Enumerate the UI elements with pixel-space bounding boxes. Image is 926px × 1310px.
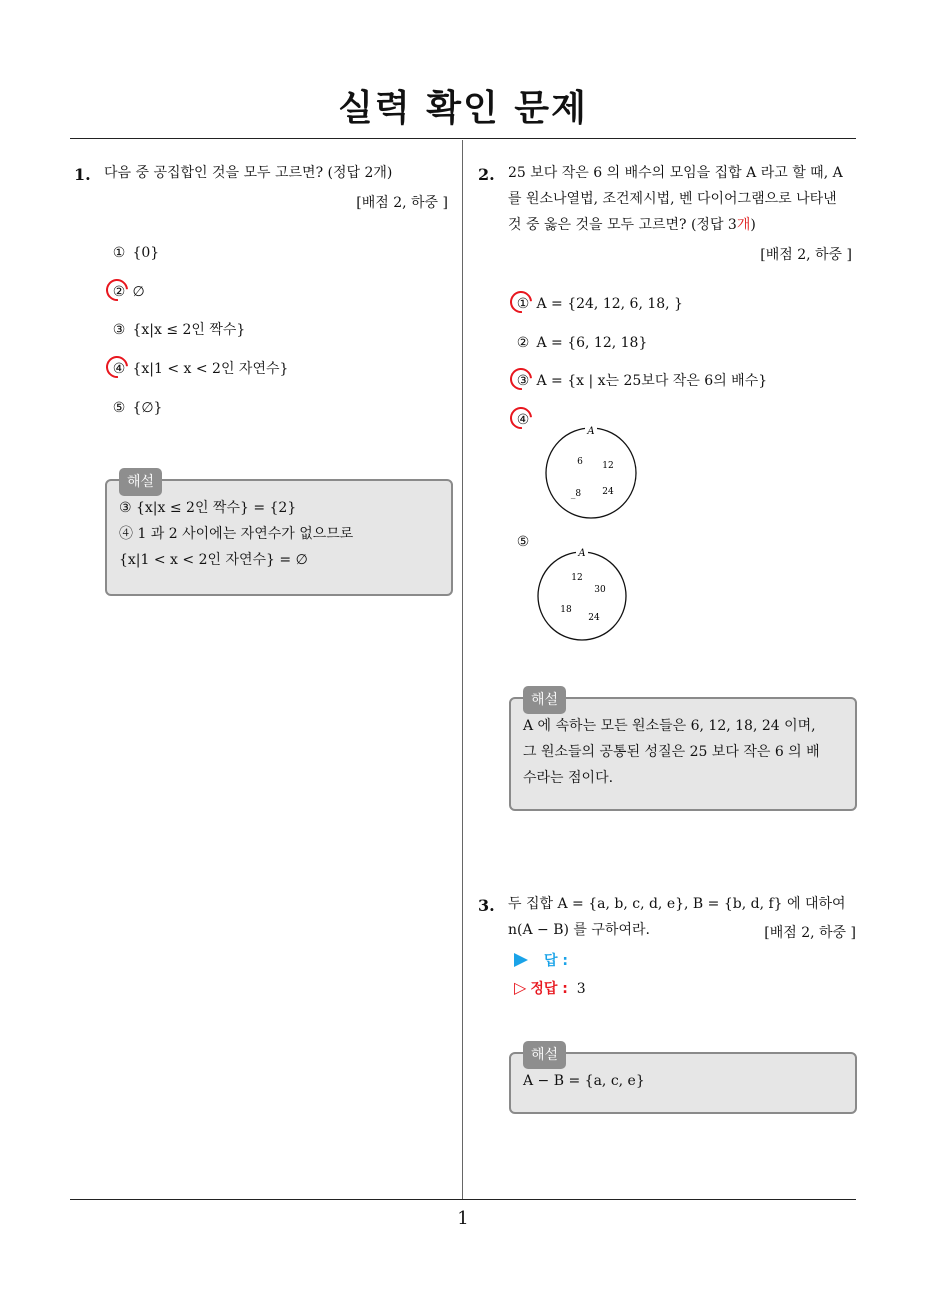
explanation-line: {x|1 < x < 2인 자연수} = ∅ [119, 552, 308, 568]
venn-element: 12 [571, 573, 583, 583]
venn-label: A [578, 548, 586, 559]
option-text: {0} [132, 245, 160, 261]
option-text: A = {6, 12, 18} [536, 335, 648, 351]
q3-meta: [배점 2, 하중 ] [764, 925, 856, 941]
q3-answer-row[interactable] [514, 950, 568, 970]
option-text: ∅ [132, 284, 145, 300]
q3-explanation-box [509, 1047, 857, 1114]
column-divider [462, 140, 463, 1199]
venn-element: 30 [594, 585, 606, 595]
selected-circle-icon [506, 364, 537, 395]
venn-circle [538, 552, 626, 640]
header-rule [70, 138, 856, 139]
choice-mark: ② [516, 335, 530, 351]
q2-option-5[interactable] [514, 532, 532, 552]
explanation-tag: 해설 [523, 1041, 566, 1069]
venn-element: 24 [588, 613, 600, 623]
q2-option-2[interactable] [514, 333, 647, 353]
correct-label: 정답 : [530, 981, 568, 997]
q2-number: 2. [478, 165, 495, 184]
q3-text: 두 집합 A = {a, b, c, d, e}, B = {b, d, f} 에 대하여 n(A − B) 를 구하여라. [508, 896, 846, 938]
outline-triangle-icon: ▷ [514, 978, 527, 997]
explanation-line: A 에 속하는 모든 원소들은 6, 12, 18, 24 이며, [523, 718, 816, 734]
page-number: 1 [457, 1208, 469, 1229]
choice-mark: ① [112, 245, 126, 261]
q2-venn-diagram-4 [540, 422, 644, 524]
choice-mark: ③ [112, 322, 126, 338]
q2-venn-diagram-5 [532, 544, 632, 644]
explanation-line: A − B = {a, c, e} [523, 1073, 645, 1089]
q1-option-4[interactable] [110, 359, 288, 379]
selected-circle-icon [102, 352, 133, 383]
choice-mark: ⑤ [112, 400, 126, 416]
q1-number: 1. [74, 165, 91, 184]
choice-mark: ① [514, 294, 532, 314]
venn-element: 12 [602, 461, 614, 471]
q2-text: 25 보다 작은 6 의 배수의 모임을 집합 A 라고 할 때, A 를 원소나열법, 조건제시법, 벤 다이어그램으로 나타낸 것 중 옳은 것을 모두 고르면? (정답 3개) [508, 165, 843, 233]
venn-element: _8 [570, 489, 582, 499]
q1-text: 다음 중 공집합인 것을 모두 고르면? (정답 2개) [104, 165, 393, 181]
choice-mark: ③ [514, 371, 532, 391]
q1-explanation-box [105, 474, 453, 596]
correct-value: 3 [576, 981, 586, 997]
q3-number: 3. [478, 896, 495, 915]
q2-option-1[interactable] [514, 294, 683, 314]
q3-correct-row [514, 978, 586, 998]
explanation-line: ④ 1 과 2 사이에는 자연수가 없으므로 [119, 526, 354, 542]
venn-element: 24 [602, 487, 614, 497]
option-text: {∅} [132, 400, 163, 416]
option-text: A = {24, 12, 6, 18, } [536, 296, 683, 312]
q1-option-3[interactable] [110, 320, 245, 340]
choice-mark: ④ [110, 359, 128, 379]
explanation-line: 그 원소들의 공통된 성질은 25 보다 작은 6 의 배 [523, 744, 820, 760]
explanation-tag: 해설 [523, 686, 566, 714]
q2-explanation-box [509, 692, 857, 811]
footer-rule [70, 1199, 856, 1200]
option-text: {x|x ≤ 2인 짝수} [132, 322, 246, 338]
explanation-line: 수라는 점이다. [523, 770, 614, 786]
venn-circle [546, 428, 636, 518]
selected-circle-icon [506, 287, 537, 318]
choice-mark: ④ [514, 410, 532, 430]
q1-option-1[interactable] [110, 243, 159, 263]
play-triangle-icon [514, 953, 528, 967]
q1-option-2[interactable] [110, 282, 145, 302]
choice-mark: ② [110, 282, 128, 302]
explanation-line: ③ {x|x ≤ 2인 짝수} = {2} [119, 500, 297, 516]
q1-meta: [배점 2, 하중 ] [356, 195, 448, 211]
q2-option-4[interactable] [514, 410, 532, 430]
selected-circle-icon [506, 403, 537, 434]
q1-option-5[interactable] [110, 398, 162, 418]
selected-circle-icon [102, 275, 133, 306]
answer-label: 답 : [544, 953, 568, 969]
q2-option-3[interactable] [514, 371, 767, 391]
venn-element: 18 [560, 605, 572, 615]
choice-mark: ⑤ [516, 534, 530, 550]
venn-label: A [587, 426, 595, 437]
option-text: A = {x | x는 25보다 작은 6의 배수} [536, 373, 768, 389]
explanation-tag: 해설 [119, 468, 162, 496]
option-text: {x|1 < x < 2인 자연수} [132, 361, 289, 377]
venn-element: 6 [577, 457, 583, 467]
page-title: 실력 확인 문제 [338, 88, 588, 129]
q2-meta: [배점 2, 하중 ] [760, 247, 852, 263]
